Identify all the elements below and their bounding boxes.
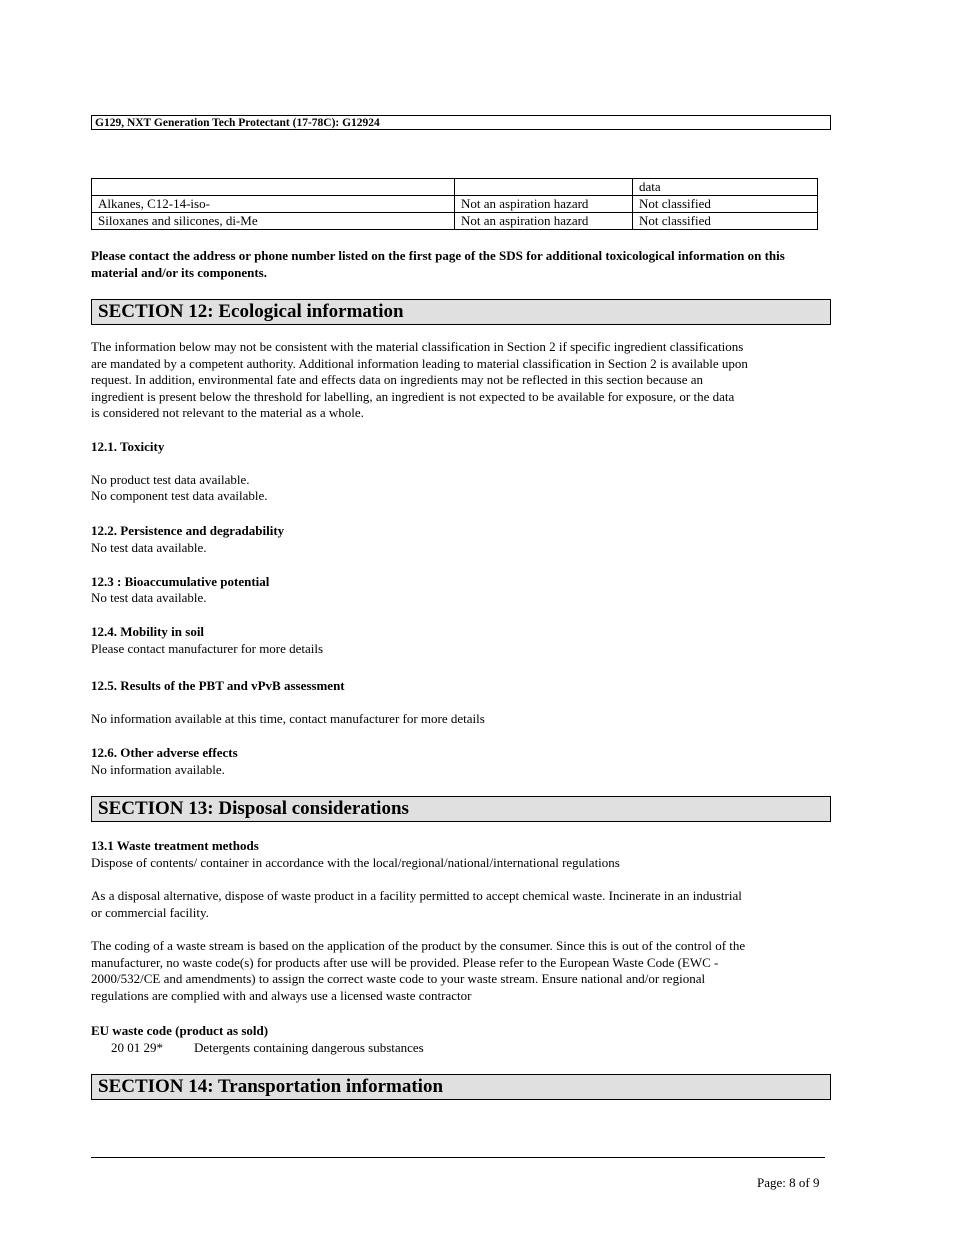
table-row (92, 179, 818, 196)
coding-line: The coding of a waste stream is based on the application of the product by the consumer. Since this is out of the control of the (91, 938, 746, 953)
waste-treatment-text: Dispose of contents/ container in accordance with the local/regional/national/international regulations (91, 855, 620, 870)
table-cell: Not classified (633, 196, 818, 213)
section-14-title: SECTION 14: Transportation information (91, 1074, 831, 1100)
section-12-title: SECTION 12: Ecological information (91, 299, 831, 325)
footer-divider (91, 1157, 825, 1158)
coding-line: manufacturer, no waste code(s) for products after use will be provided. Please refer to the European Waste Code (EWC - (91, 954, 719, 970)
contact-note: Please contact the address or phone number listed on the first page of the SDS for additional toxicological information on this material and/or its components. (91, 248, 785, 280)
mobility-text: Please contact manufacturer for more details (91, 641, 324, 656)
table-cell: data (633, 179, 818, 196)
table-cell (455, 179, 633, 196)
eu-waste-code: 20 01 29* (111, 1040, 163, 1055)
toxicity-heading: 12.1. Toxicity (91, 439, 165, 454)
table-cell: Not classified (633, 213, 818, 230)
section-12-intro (91, 339, 831, 422)
waste-coding-paragraph (91, 938, 831, 1004)
persistence-heading: 12.2. Persistence and degradability (91, 523, 285, 538)
other-effects-text: No information available. (91, 762, 225, 777)
waste-treatment-heading: 13.1 Waste treatment methods (91, 838, 259, 853)
section-13-title: SECTION 13: Disposal considerations (91, 796, 831, 822)
mobility-heading: 12.4. Mobility in soil (91, 624, 205, 639)
eu-waste-code-heading: EU waste code (product as sold) (91, 1023, 269, 1038)
eu-waste-code-row (111, 1040, 424, 1057)
intro-line: ingredient is present below the threshold for labelling, an ingredient is not expected to be available for exposure, or the data (91, 388, 735, 404)
table-cell: Not an aspiration hazard (455, 196, 633, 213)
table-cell: Siloxanes and silicones, di-Me (92, 213, 455, 230)
table-row (92, 213, 818, 230)
table-cell: Not an aspiration hazard (455, 213, 633, 230)
intro-line: request. In addition, environmental fate and effects data on ingredients may not be reflected in this section because an (91, 372, 703, 388)
toxicity-text-2: No component test data available. (91, 488, 268, 503)
intro-line: are mandated by a competent authority. Additional information leading to material classification in Section 2 is available upon (91, 355, 748, 371)
persistence-text: No test data available. (91, 540, 207, 555)
other-effects-heading: 12.6. Other adverse effects (91, 745, 238, 760)
table-cell (92, 179, 455, 196)
table-cell: Alkanes, C12-14-iso- (92, 196, 455, 213)
bioaccumulation-text: No test data available. (91, 590, 207, 605)
alternative-line: As a disposal alternative, dispose of waste product in a facility permitted to accept chemical waste. Incinerate in an industrial (91, 888, 742, 903)
alternative-line: or commercial facility. (91, 904, 209, 920)
pbt-heading: 12.5. Results of the PBT and vPvB assessment (91, 678, 345, 693)
intro-line: is considered not relevant to the material as a whole. (91, 405, 364, 421)
intro-line: The information below may not be consistent with the material classification in Section 2 if specific ingredient classifications (91, 339, 744, 354)
coding-line: 2000/532/CE and amendments) to assign the correct waste code to your waste stream. Ensure national and/or regional (91, 971, 706, 987)
page-number: Page: 8 of 9 (757, 1175, 820, 1190)
table-row (92, 196, 818, 213)
pbt-text: No information available at this time, contact manufacturer for more details (91, 711, 485, 726)
bioaccumulation-heading: 12.3 : Bioaccumulative potential (91, 574, 270, 589)
eu-waste-code-description: Detergents containing dangerous substances (194, 1040, 424, 1055)
coding-line: regulations are complied with and always use a licensed waste contractor (91, 987, 472, 1003)
toxicity-text-1: No product test data available. (91, 472, 250, 487)
disposal-alternative (91, 888, 831, 921)
toxicity-table (91, 178, 818, 230)
document-header: G129, NXT Generation Tech Protectant (17-78C): G12924 (91, 115, 831, 130)
